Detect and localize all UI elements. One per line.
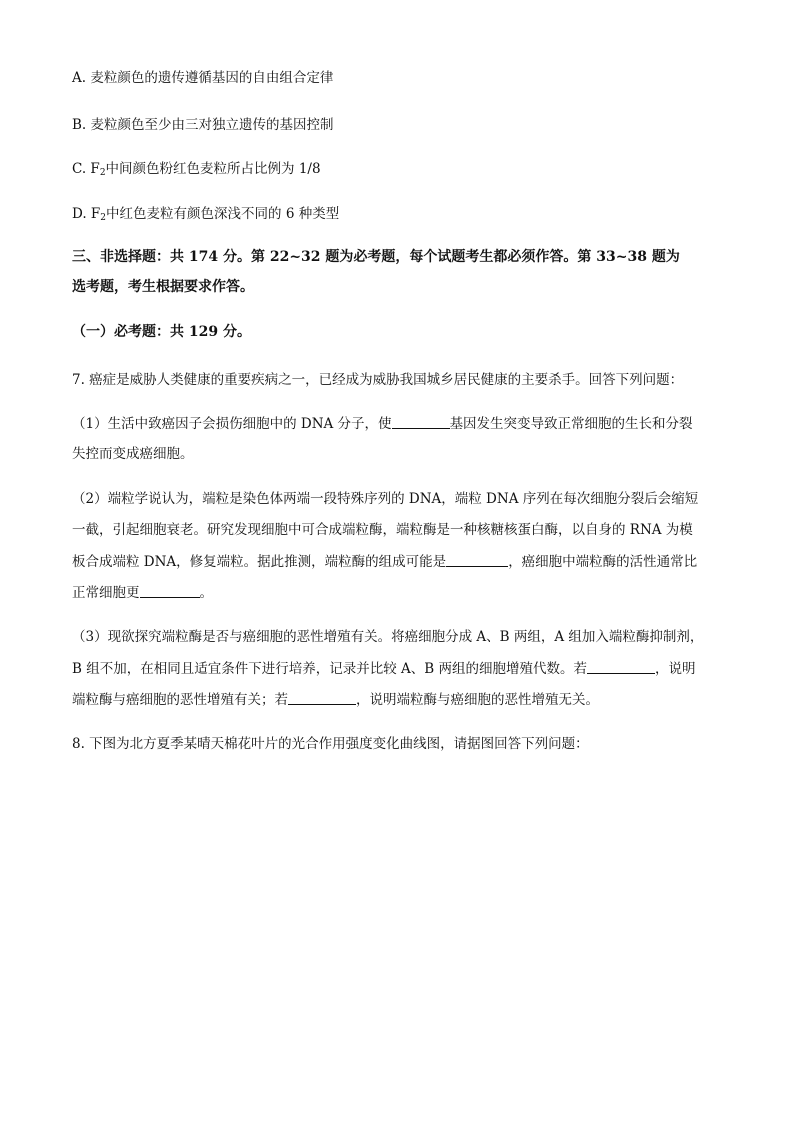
- q7-p3-text-d: ，说明端粒酶与癌细胞的恶性增殖无关。: [356, 692, 599, 708]
- q7-p2-text-d: 。: [199, 585, 213, 601]
- answer-blank[interactable]: [392, 416, 450, 429]
- answer-blank[interactable]: [140, 585, 200, 598]
- option-d-subscript: 2: [100, 213, 107, 223]
- option-d: [72, 202, 722, 223]
- section-3-heading-line2: 选考题，考生根据要求作答。: [72, 279, 254, 295]
- answer-blank[interactable]: [288, 692, 356, 705]
- question-7-part-3-line2: [72, 657, 722, 677]
- question-8-stem: 8. 下图为北方夏季某晴天棉花叶片的光合作用强度变化曲线图，请据图回答下列问题：: [72, 736, 589, 752]
- question-7-part-2-line3: [72, 550, 722, 570]
- q7-p3-text-a: B 组不加，在相同且适宜条件下进行培养，记录并比较 A、B 两组的细胞增殖代数。若: [72, 661, 587, 677]
- section-3-heading-line1: 三、非选择题：共 174 分。第 22~32 题为必考题，每个试题考生都必须作答。第 33~38 题为: [72, 249, 680, 265]
- option-c-text: 中间颜色粉红色麦粒所占比例为 1/8: [105, 161, 321, 177]
- question-7-part-3-line3: [72, 688, 722, 708]
- question-7-part-1-line2: 失控而变成癌细胞。: [72, 446, 194, 462]
- option-b: B. 麦粒颜色至少由三对独立遗传的基因控制: [72, 117, 334, 133]
- q7-p2-text-b: ，癌细胞中端粒酶的活性通常比: [508, 554, 698, 570]
- q7-p1-text-a: （1）生活中致癌因子会损伤细胞中的 DNA 分子，使: [72, 416, 392, 432]
- option-d-text: 中红色麦粒有颜色深浅不同的 6 种类型: [106, 206, 340, 222]
- option-d-prefix: D. F: [72, 206, 101, 222]
- q7-p3-text-b: ，说明: [654, 661, 696, 677]
- q7-p2-text-c: 正常细胞更: [72, 585, 140, 601]
- question-7-part-2-line2: 一截，引起细胞衰老。研究发现细胞中可合成端粒酶，端粒酶是一种核糖核蛋白酶，以自身的 RNA 为模: [72, 522, 693, 538]
- section-3-1-heading: （一）必考题：共 129 分。: [72, 324, 251, 340]
- q7-p3-text-c: 端粒酶与癌细胞的恶性增殖有关；若: [72, 692, 288, 708]
- question-7-stem: 7. 癌症是威胁人类健康的重要疾病之一，已经成为威胁我国城乡居民健康的主要杀手。回答下列问题：: [72, 372, 684, 388]
- question-7-part-3-line1: （3）现欲探究端粒酶是否与癌细胞的恶性增殖有关。将癌细胞分成 A、B 两组，A 组加入端粒酶抑制剂，: [72, 629, 704, 645]
- option-c-subscript: 2: [99, 168, 106, 178]
- option-c: [72, 157, 722, 178]
- answer-blank[interactable]: [587, 661, 655, 674]
- option-c-prefix: C. F: [72, 161, 100, 177]
- option-a: A. 麦粒颜色的遗传遵循基因的自由组合定律: [72, 70, 334, 86]
- q7-p1-text-b: 基因发生突变导致正常细胞的生长和分裂: [449, 416, 693, 432]
- q7-p2-text-a: 板合成端粒 DNA，修复端粒。据此推测，端粒酶的组成可能是: [72, 554, 447, 570]
- answer-blank[interactable]: [446, 554, 508, 567]
- question-7-part-2-line1: （2）端粒学说认为，端粒是染色体两端一段特殊序列的 DNA，端粒 DNA 序列在每次细胞分裂后会缩短: [72, 491, 699, 507]
- question-7-part-2-line4: [72, 581, 722, 601]
- question-7-part-1-line1: [72, 412, 722, 432]
